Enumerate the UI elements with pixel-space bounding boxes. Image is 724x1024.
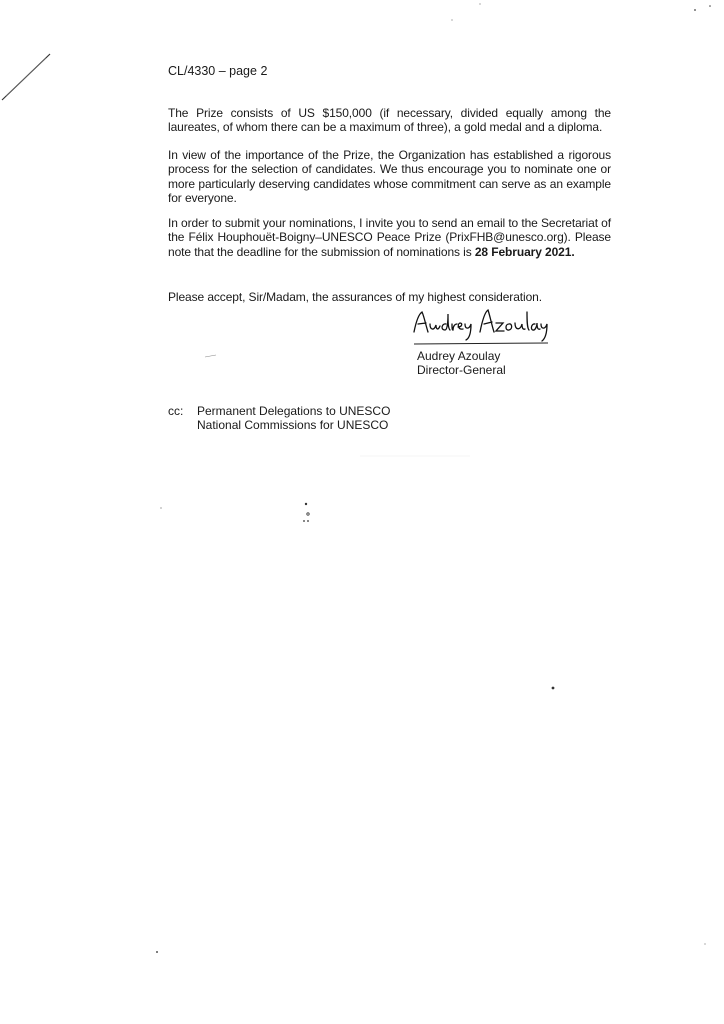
deadline-date: 28 February 2021 bbox=[474, 244, 572, 259]
cc-recipient: National Commissions for UNESCO bbox=[197, 418, 389, 433]
selection-paragraph: In view of the importance of the Prize, the Organization has established a rigorous process for the selection of candidates. We thus encourage you to nominate one or more particularly deserving candidates whose commitment can serve as an example for everyone. bbox=[168, 148, 611, 206]
signer-name: Audrey Azoulay bbox=[417, 349, 501, 363]
signer-block bbox=[417, 349, 506, 378]
prize-paragraph: The Prize consists of US $150,000 (if necessary, divided equally among the laureates, of whom there can be a maximum of three), a gold medal and a diploma. bbox=[168, 106, 611, 135]
signer-title: Director-General bbox=[417, 363, 506, 378]
cc-label: cc: bbox=[168, 404, 184, 418]
nomination-paragraph bbox=[168, 216, 611, 259]
nomination-text: In order to submit your nominations, I invite you to send an email to the Secretariat of the Félix Houphouët-Boigny–UNESCO Peace Prize (PrixFHB@unesco.org). Please note that the deadline for the submission of nominations is bbox=[168, 216, 611, 259]
closing-sentence: Please accept, Sir/Madam, the assurances of my highest consideration. bbox=[168, 290, 542, 304]
cc-recipient: Permanent Delegations to UNESCO bbox=[197, 404, 391, 418]
deadline-period: . bbox=[571, 244, 575, 259]
cc-recipients bbox=[197, 404, 390, 433]
document-reference: CL/4330 – page 2 bbox=[168, 64, 268, 78]
handwritten-signature bbox=[410, 304, 550, 348]
